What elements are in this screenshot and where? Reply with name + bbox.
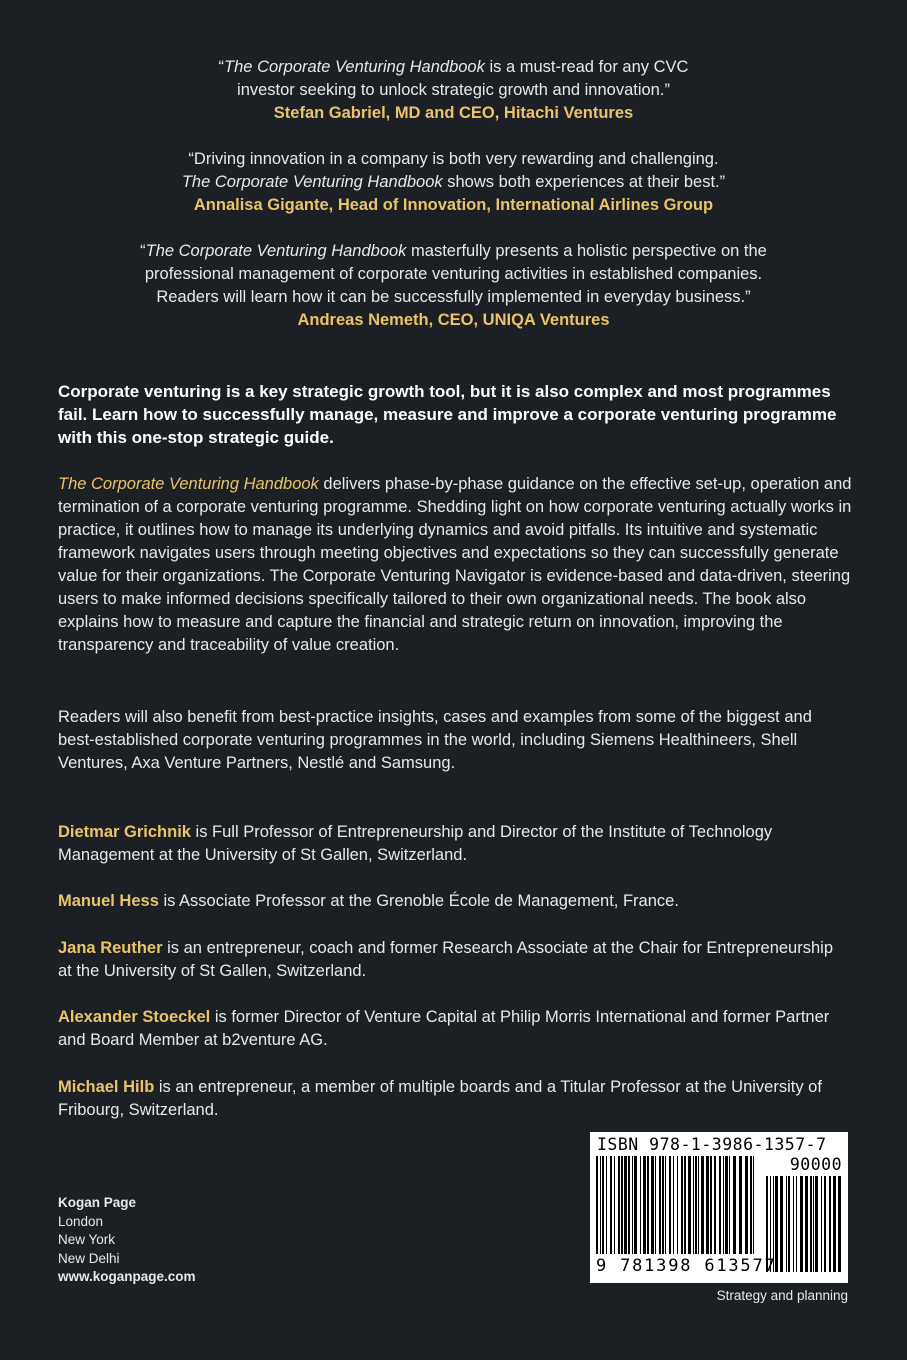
author-bio	[58, 890, 848, 913]
author-name: Jana Reuther	[58, 939, 163, 957]
author-name: Alexander Stoeckel	[58, 1008, 211, 1026]
category-label: Strategy and planning	[716, 1288, 848, 1303]
quote-text: Readers will learn how it can be successfully implemented in everyday business.”	[156, 288, 751, 306]
author-name: Manuel Hess	[58, 892, 159, 910]
quote-text: shows both experiences at their best.”	[442, 173, 726, 191]
endorsement-quote	[60, 56, 847, 125]
publisher-url: www.koganpage.com	[58, 1269, 196, 1284]
barcode-digits: 9 781398 613577	[596, 1256, 777, 1276]
quote-line: “The Corporate Venturing Handbook masterfully presents a holistic perspective on the	[140, 242, 767, 260]
book-title: The Corporate Venturing Handbook	[224, 58, 485, 76]
author-bio	[58, 937, 848, 983]
book-title: The Corporate Venturing Handbook	[181, 173, 443, 191]
author-description: is Associate Professor at the Grenoble École de Management, France.	[158, 892, 679, 910]
author-description: is an entrepreneur, a member of multiple boards and a Titular Professor at the University of Fribourg, Switzerland.	[58, 1078, 822, 1119]
author-bio	[58, 821, 848, 867]
description-paragraph	[58, 473, 853, 657]
publisher-name: Kogan Page	[58, 1195, 137, 1210]
quote-attribution: Annalisa Gigante, Head of Innovation, International Airlines Group	[193, 196, 714, 214]
author-name: Michael Hilb	[58, 1078, 155, 1096]
author-description: is former Director of Venture Capital at Philip Morris International and former Partner and Board Member at b2venture AG.	[58, 1008, 830, 1049]
quote-attribution: Stefan Gabriel, MD and CEO, Hitachi Ventures	[273, 104, 634, 122]
author-name: Dietmar Grichnik	[58, 823, 191, 841]
endorsements	[60, 56, 847, 355]
book-title: The Corporate Venturing Handbook	[145, 242, 407, 260]
description-text: delivers phase-by-phase guidance on the effective set-up, operation and termination of a corporate venturing programme. Shedding light on how corporate venturing actually works in practice, it outlines how to manage its underlying dynamics and avoid pitfalls. Its intuitive and systematic framework navigates users through meeting objectives and expectations so they can successfully generate value for their organizations. The Corporate Venturing Navigator is evidence-based and data-driven, steering users to make informed decisions specifically tailored to their own organizational needs. The book also explains how to measure and capture the financial and strategic return on innovation, improving the transparency and traceability of value creation.	[58, 475, 852, 654]
quote-text: is a must-read for any CVC	[484, 58, 689, 76]
publisher-city: New York	[58, 1232, 116, 1247]
quote-text: professional management of corporate venturing activities in established companies.	[144, 265, 763, 283]
quote-text: masterfully presents a holistic perspective on the	[406, 242, 767, 260]
author-description: is an entrepreneur, coach and former Research Associate at the Chair for Entrepreneurship at the University of St Gallen, Switzerland.	[58, 939, 833, 980]
barcode-addon-bars-icon	[766, 1176, 842, 1272]
author-description: is Full Professor of Entrepreneurship and Director of the Institute of Technology Management at the University of St Gallen, Switzerland.	[58, 823, 773, 864]
quote-text: investor seeking to unlock strategic growth and innovation.”	[237, 81, 670, 99]
price-code: 90000	[789, 1155, 842, 1174]
quote-attribution: Andreas Nemeth, CEO, UNIQA Ventures	[297, 311, 610, 329]
publisher-block	[58, 1194, 196, 1287]
intro-paragraph: Corporate venturing is a key strategic growth tool, but it is also complex and most programmes fail. Learn how to successfully manage, measure and improve a corporate venturing programme with this one-stop strategic guide.	[58, 382, 837, 447]
isbn-barcode	[590, 1132, 848, 1283]
quote-text: “Driving innovation in a company is both very rewarding and challenging.	[188, 150, 719, 168]
readers-paragraph: Readers will also benefit from best-practice insights, cases and examples from some of the biggest and best-established corporate venturing programmes in the world, including Siemens Healthineers, Shell Ventures, Axa Venture Partners, Nestlé and Samsung.	[58, 708, 812, 772]
endorsement-quote	[60, 240, 847, 332]
publisher-city: London	[58, 1213, 104, 1229]
book-title: The Corporate Venturing Handbook	[58, 475, 319, 493]
endorsement-quote	[60, 148, 847, 217]
publisher-city: New Delhi	[58, 1250, 120, 1266]
quote-line	[60, 171, 847, 194]
author-bio	[58, 1006, 848, 1052]
isbn-text: ISBN 978-1-3986-1357-7	[597, 1135, 827, 1154]
author-bio	[58, 1076, 848, 1122]
quote-line: “The Corporate Venturing Handbook is a must-read for any CVC	[218, 58, 689, 76]
barcode-bars-icon	[596, 1156, 758, 1254]
